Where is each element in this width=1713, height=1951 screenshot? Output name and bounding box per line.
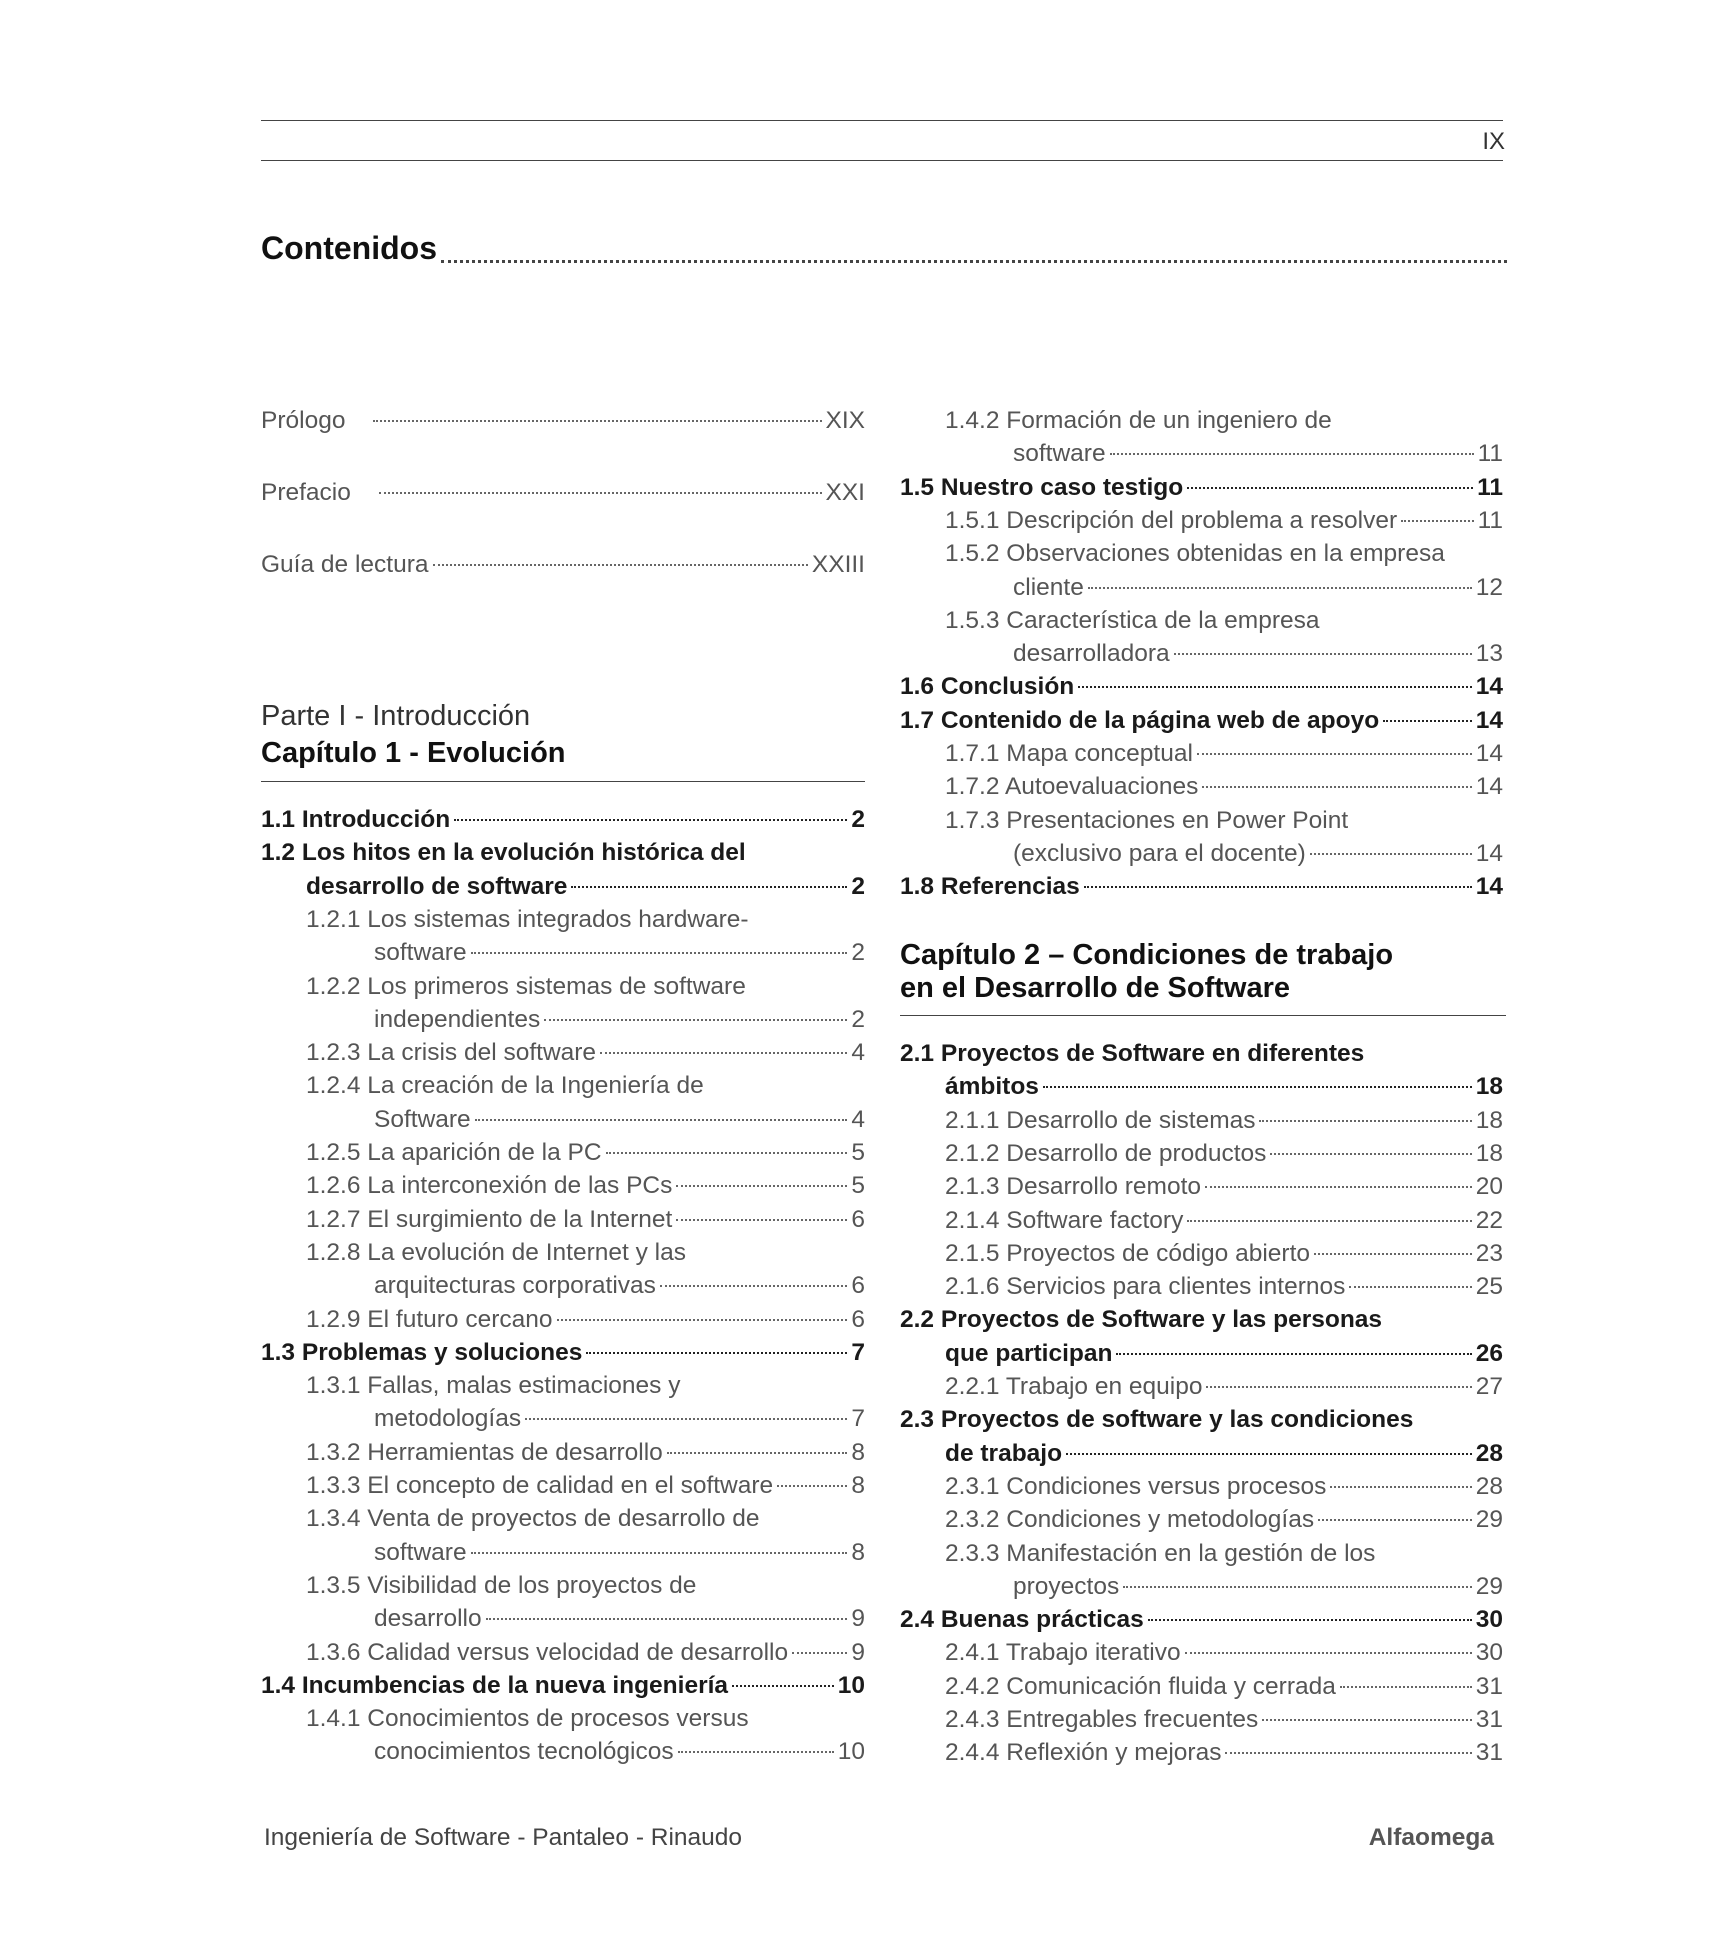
- chapter-1-entry[interactable]: [900, 837, 1503, 870]
- front-matter-entry[interactable]: [261, 404, 865, 437]
- entry-page-number: 8: [851, 1438, 865, 1466]
- chapter-1-entry[interactable]: [900, 670, 1503, 703]
- chapter-1-entry[interactable]: [261, 1669, 865, 1702]
- header-rule-bottom: [261, 160, 1503, 161]
- entry-text: 1.6 Conclusión: [900, 673, 1075, 701]
- entry-page-number: 14: [1475, 873, 1503, 901]
- chapter-1-entry[interactable]: [261, 1602, 865, 1635]
- entry-page-number: 9: [851, 1605, 865, 1633]
- entry-page-number: XXIII: [811, 551, 865, 578]
- chapter-1-entry[interactable]: [261, 1369, 865, 1402]
- dot-leader: [1310, 853, 1472, 855]
- chapter-1-entry[interactable]: [261, 1069, 865, 1102]
- chapter-1-entry[interactable]: [261, 1735, 865, 1768]
- entry-page-number: 31: [1475, 1706, 1503, 1733]
- chapter-1-entry[interactable]: [261, 1569, 865, 1602]
- entry-text: 1.3.1 Fallas, malas estimaciones y: [306, 1372, 681, 1400]
- chapter-2-title-line-2: en el Desarrollo de Software: [900, 972, 1291, 1004]
- chapter-1-entry[interactable]: [261, 1469, 865, 1502]
- entry-text: Prólogo: [261, 407, 346, 434]
- dot-leader: [792, 1652, 847, 1654]
- entry-text: metodologías: [374, 1405, 522, 1433]
- chapter-1-entry[interactable]: [900, 804, 1503, 837]
- header-rule-top: [261, 120, 1503, 121]
- entry-text: 1.2.3 La crisis del software: [306, 1039, 597, 1067]
- dot-leader: [1383, 720, 1472, 722]
- dot-leader: [1202, 786, 1471, 788]
- dot-leader: [1401, 520, 1473, 522]
- dot-leader: [1259, 1120, 1471, 1122]
- entry-text: 1.5.2 Observaciones obtenidas en la empresa: [945, 540, 1445, 568]
- entry-text: independientes: [374, 1005, 541, 1033]
- entry-text: desarrollo de software: [306, 872, 568, 900]
- entry-text: desarrolladora: [1013, 640, 1170, 668]
- entry-page-number: 11: [1477, 440, 1503, 468]
- dot-leader: [1066, 1453, 1472, 1455]
- entry-page-number: 31: [1475, 1672, 1503, 1700]
- footer-publisher: Alfaomega: [1368, 1824, 1494, 1851]
- chapter-1-entry[interactable]: [261, 1502, 865, 1535]
- entry-page-number: 20: [1475, 1173, 1503, 1201]
- dot-leader: [1205, 1186, 1472, 1188]
- entry-page-number: 9: [851, 1638, 865, 1666]
- chapter-1-entry[interactable]: [261, 1136, 865, 1169]
- chapter-2-entry[interactable]: [900, 1736, 1503, 1769]
- entry-text: 1.2.1 Los sistemas integrados hardware-: [306, 905, 749, 933]
- entry-page-number: 7: [851, 1405, 865, 1433]
- entry-text: 2.3.1 Condiciones versus procesos: [945, 1472, 1327, 1500]
- chapter-2-entry[interactable]: [900, 1037, 1503, 1070]
- entry-text: 1.2.2 Los primeros sistemas de software: [306, 972, 746, 1000]
- entry-text: 2.1.1 Desarrollo de sistemas: [945, 1106, 1256, 1134]
- entry-text: de trabajo: [945, 1439, 1063, 1467]
- entry-text: 2.1 Proyectos de Software en diferentes: [900, 1040, 1365, 1067]
- chapter-1-entry[interactable]: [900, 571, 1503, 604]
- chapter-2-entry[interactable]: [900, 1503, 1503, 1536]
- contents-title: Contenidos: [261, 230, 437, 266]
- entry-text: 1.3.6 Calidad versus velocidad de desarrollo: [306, 1638, 789, 1666]
- entry-text: 2.1.2 Desarrollo de productos: [945, 1139, 1267, 1167]
- entry-page-number: 6: [851, 1272, 865, 1300]
- entry-text: 2.3.3 Manifestación en la gestión de los: [945, 1539, 1376, 1567]
- dot-leader: [1078, 686, 1471, 688]
- chapter-2-entry[interactable]: [900, 1137, 1503, 1170]
- front-matter-entry[interactable]: [261, 548, 865, 581]
- dot-leader: [1084, 886, 1472, 888]
- dot-leader: [1197, 753, 1472, 755]
- chapter-1-entry[interactable]: [261, 936, 865, 969]
- dot-leader: [1330, 1486, 1471, 1488]
- entry-text: que participan: [945, 1339, 1113, 1367]
- entry-text: 1.2.7 El surgimiento de la Internet: [306, 1205, 673, 1233]
- entry-text: software: [1013, 440, 1106, 468]
- entry-page-number: XXI: [825, 479, 865, 506]
- entry-page-number: 11: [1477, 473, 1503, 501]
- dot-leader: [586, 1352, 847, 1354]
- entry-text: 2.3 Proyectos de software y las condiciones: [900, 1406, 1414, 1434]
- entry-page-number: 18: [1475, 1106, 1503, 1134]
- chapter-1-title: Capítulo 1 - Evolución: [261, 737, 566, 769]
- chapter-1-entry[interactable]: [900, 471, 1503, 504]
- chapter-2-entry[interactable]: [900, 1636, 1503, 1669]
- entry-text: 2.1.5 Proyectos de código abierto: [945, 1239, 1311, 1267]
- chapter-2-entry[interactable]: [900, 1270, 1503, 1303]
- chapter-1-entry[interactable]: [261, 1169, 865, 1202]
- chapter-1-entry[interactable]: [261, 1636, 865, 1669]
- entry-text: conocimientos tecnológicos: [374, 1738, 674, 1766]
- chapter-1-entry[interactable]: [261, 1203, 865, 1236]
- entry-page-number: 8: [851, 1472, 865, 1499]
- dot-leader: [433, 564, 808, 566]
- part-heading: Parte I - Introducción: [261, 700, 531, 732]
- chapter-1-entry[interactable]: [261, 1336, 865, 1369]
- entry-text: 1.2.9 El futuro cercano: [306, 1305, 553, 1333]
- entry-text: 1.4 Incumbencias de la nueva ingeniería: [261, 1671, 729, 1699]
- entry-page-number: 2: [851, 872, 865, 900]
- entry-text: 1.5 Nuestro caso testigo: [900, 473, 1184, 501]
- dot-leader: [1270, 1153, 1471, 1155]
- entry-text: 1.3.5 Visibilidad de los proyectos de: [306, 1571, 697, 1599]
- chapter-1-entry[interactable]: [900, 604, 1503, 637]
- entry-text: 1.7.2 Autoevaluaciones: [945, 773, 1199, 801]
- entry-page-number: 4: [851, 1039, 865, 1067]
- chapter-2-entry[interactable]: [900, 1470, 1503, 1503]
- entry-page-number: 30: [1475, 1639, 1503, 1667]
- chapter-1-entry[interactable]: [900, 637, 1503, 670]
- chapter-1-entry[interactable]: [261, 1236, 865, 1269]
- entry-page-number: XIX: [825, 407, 865, 434]
- entry-page-number: 8: [851, 1538, 865, 1566]
- entry-text: 2.4.3 Entregables frecuentes: [945, 1706, 1259, 1733]
- entry-text: 1.7.1 Mapa conceptual: [945, 740, 1193, 767]
- entry-page-number: 6: [851, 1305, 865, 1333]
- entry-text: software: [374, 1538, 467, 1566]
- entry-page-number: 7: [851, 1338, 865, 1366]
- entry-page-number: 31: [1475, 1739, 1503, 1767]
- chapter-2-entry[interactable]: [900, 1337, 1503, 1370]
- chapter-1-entry[interactable]: [900, 404, 1503, 437]
- dot-leader: [1123, 1586, 1472, 1588]
- chapter-1-entry[interactable]: [261, 1003, 865, 1036]
- entry-text: 1.5.1 Descripción del problema a resolver: [945, 506, 1398, 534]
- entry-page-number: 12: [1475, 573, 1503, 601]
- dot-leader: [678, 1751, 834, 1753]
- dot-leader: [1206, 1386, 1471, 1388]
- dot-leader: [777, 1485, 847, 1487]
- entry-page-number: 14: [1475, 673, 1503, 701]
- entry-page-number: 29: [1475, 1572, 1503, 1600]
- chapter-1-entry[interactable]: [900, 537, 1503, 570]
- entry-page-number: 14: [1475, 740, 1503, 767]
- chapter-1-entry[interactable]: [261, 836, 865, 869]
- entry-text: 1.3.4 Venta de proyectos de desarrollo de: [306, 1505, 760, 1533]
- entry-text: 1.7.3 Presentaciones en Power Point: [945, 806, 1349, 834]
- dot-leader: [1314, 1253, 1472, 1255]
- entry-text: 2.3.2 Condiciones y metodologías: [945, 1506, 1315, 1534]
- entry-text: ámbitos: [945, 1073, 1039, 1101]
- dot-leader: [1088, 587, 1472, 589]
- chapter-1-entry[interactable]: [261, 1536, 865, 1569]
- chapter-2-title-line-1: Capítulo 2 – Condiciones de trabajo: [900, 939, 1394, 971]
- entry-text: cliente: [1013, 573, 1084, 601]
- entry-text: 1.2.5 La aparición de la PC: [306, 1139, 602, 1166]
- chapter-2-entry[interactable]: [900, 1437, 1503, 1470]
- dot-leader: [475, 1119, 848, 1121]
- dot-leader: [676, 1219, 847, 1221]
- entry-page-number: 14: [1475, 773, 1503, 801]
- chapter-2-entry[interactable]: [900, 1403, 1503, 1436]
- dot-leader: [1349, 1286, 1471, 1288]
- chapter-2-entry[interactable]: [900, 1170, 1503, 1203]
- chapter-1-entry[interactable]: [900, 870, 1503, 903]
- chapter-1-rule: [261, 781, 865, 782]
- dot-leader: [1110, 453, 1474, 455]
- entry-text: Prefacio: [261, 479, 351, 506]
- dot-leader: [1340, 1686, 1472, 1688]
- dot-leader: [1116, 1353, 1471, 1355]
- chapter-1-entry[interactable]: [261, 1702, 865, 1735]
- entry-page-number: 27: [1475, 1373, 1503, 1400]
- dot-leader: [606, 1152, 848, 1154]
- entry-text: software: [374, 939, 467, 967]
- entry-text: 2.2 Proyectos de Software y las personas: [900, 1306, 1383, 1334]
- chapter-2-entry[interactable]: [900, 1303, 1503, 1336]
- chapter-2-entry[interactable]: [900, 1570, 1503, 1603]
- dot-leader: [373, 420, 821, 422]
- entry-page-number: 28: [1475, 1472, 1503, 1500]
- entry-text: 2.1.3 Desarrollo remoto: [945, 1173, 1202, 1201]
- chapter-2-entry[interactable]: [900, 1204, 1503, 1237]
- entry-page-number: 5: [851, 1139, 865, 1166]
- entry-page-number: 18: [1475, 1139, 1503, 1167]
- entry-text: 1.2.6 La interconexión de las PCs: [306, 1172, 673, 1200]
- chapter-1-entry[interactable]: [261, 1036, 865, 1069]
- chapter-1-entry[interactable]: [900, 770, 1503, 803]
- entry-page-number: 10: [837, 1671, 865, 1699]
- entry-page-number: 2: [851, 806, 865, 833]
- entry-text: 2.4.4 Reflexión y mejoras: [945, 1739, 1222, 1767]
- chapter-1-entry[interactable]: [261, 1436, 865, 1469]
- page-number: IX: [1482, 128, 1505, 155]
- entry-text: 1.3.2 Herramientas de desarrollo: [306, 1438, 663, 1466]
- entry-text: 1.5.3 Característica de la empresa: [945, 606, 1320, 634]
- contents-title-row: [261, 230, 1507, 267]
- entry-text: 1.8 Referencias: [900, 873, 1080, 901]
- chapter-1-entry[interactable]: [261, 1303, 865, 1336]
- entry-text: 1.2 Los hitos en la evolución histórica del: [261, 839, 746, 867]
- chapter-1-entry[interactable]: [261, 1103, 865, 1136]
- entry-text: desarrollo: [374, 1605, 482, 1633]
- entry-text: 1.3 Problemas y soluciones: [261, 1338, 583, 1366]
- dot-leader: [1225, 1752, 1471, 1754]
- chapter-2-entry[interactable]: [900, 1070, 1503, 1103]
- chapter-1-entry[interactable]: [261, 970, 865, 1003]
- dot-leader: [1174, 653, 1472, 655]
- dot-leader: [600, 1052, 847, 1054]
- dot-leader: [676, 1185, 847, 1187]
- entry-page-number: 25: [1475, 1273, 1503, 1301]
- entry-text: 2.2.1 Trabajo en equipo: [945, 1373, 1203, 1400]
- entry-page-number: 23: [1475, 1239, 1503, 1267]
- entry-text: 1.7 Contenido de la página web de apoyo: [900, 706, 1380, 734]
- entry-page-number: 11: [1477, 506, 1503, 534]
- chapter-1-entry[interactable]: [261, 803, 865, 836]
- entry-page-number: 10: [837, 1738, 865, 1766]
- entry-page-number: 22: [1475, 1206, 1503, 1234]
- entry-text: 2.4 Buenas prácticas: [900, 1606, 1144, 1634]
- dot-leader: [1187, 1220, 1471, 1222]
- chapter-1-entry[interactable]: [900, 704, 1503, 737]
- entry-text: (exclusivo para el docente): [1013, 839, 1306, 867]
- chapter-2-entry[interactable]: [900, 1703, 1503, 1736]
- dot-leader: [1262, 1719, 1471, 1721]
- dot-leader: [454, 819, 847, 821]
- entry-page-number: 30: [1475, 1606, 1503, 1634]
- dot-leader: [1148, 1619, 1472, 1621]
- chapter-2-entry[interactable]: [900, 1537, 1503, 1570]
- entry-page-number: 14: [1475, 706, 1503, 734]
- dot-leader: [571, 886, 847, 888]
- front-matter-entry[interactable]: [261, 476, 865, 509]
- dot-leader: [486, 1618, 848, 1620]
- chapter-1-entry[interactable]: [261, 903, 865, 936]
- dot-leader: [660, 1285, 847, 1287]
- chapter-2-rule: [900, 1015, 1506, 1016]
- entry-page-number: 5: [851, 1172, 865, 1200]
- dot-leader: [1318, 1519, 1472, 1521]
- title-dot-leader: [441, 260, 1507, 263]
- entry-text: 1.3.3 El concepto de calidad en el software: [306, 1472, 774, 1499]
- dot-leader: [471, 952, 848, 954]
- entry-page-number: 2: [851, 1005, 865, 1033]
- chapter-1-entry[interactable]: [900, 737, 1503, 770]
- chapter-2-entry[interactable]: [900, 1603, 1503, 1636]
- dot-leader: [1043, 1086, 1472, 1088]
- entry-page-number: 13: [1475, 640, 1503, 668]
- chapter-1-entry[interactable]: [261, 870, 865, 903]
- entry-page-number: 6: [851, 1205, 865, 1233]
- entry-page-number: 14: [1475, 839, 1503, 867]
- entry-page-number: 4: [851, 1105, 865, 1133]
- chapter-2-entry[interactable]: [900, 1104, 1503, 1137]
- entry-page-number: 28: [1475, 1439, 1503, 1467]
- dot-leader: [379, 492, 822, 494]
- chapter-1-entry[interactable]: [261, 1402, 865, 1435]
- dot-leader: [1185, 1652, 1472, 1654]
- dot-leader: [525, 1418, 847, 1420]
- dot-leader: [667, 1452, 848, 1454]
- chapter-2-entry[interactable]: [900, 1670, 1503, 1703]
- dot-leader: [557, 1319, 848, 1321]
- entry-text: 1.1 Introducción: [261, 806, 451, 833]
- dot-leader: [732, 1685, 834, 1687]
- chapter-1-entry[interactable]: [900, 504, 1503, 537]
- chapter-1-entry[interactable]: [261, 1269, 865, 1302]
- entry-text: 2.1.6 Servicios para clientes internos: [945, 1273, 1346, 1301]
- entry-page-number: 2: [851, 939, 865, 967]
- entry-text: Guía de lectura: [261, 551, 429, 578]
- entry-page-number: 18: [1475, 1073, 1503, 1101]
- entry-text: 1.4.1 Conocimientos de procesos versus: [306, 1705, 749, 1733]
- entry-text: 2.4.2 Comunicación fluida y cerrada: [945, 1672, 1336, 1700]
- entry-page-number: 29: [1475, 1506, 1503, 1534]
- footer-book-title: Ingeniería de Software - Pantaleo - Rinaudo: [264, 1824, 743, 1851]
- entry-text: 1.2.8 La evolución de Internet y las: [306, 1238, 687, 1266]
- entry-text: 2.4.1 Trabajo iterativo: [945, 1639, 1181, 1667]
- entry-text: arquitecturas corporativas: [374, 1272, 656, 1300]
- entry-text: Software: [374, 1105, 471, 1133]
- chapter-2-entry[interactable]: [900, 1370, 1503, 1403]
- entry-text: 1.4.2 Formación de un ingeniero de: [945, 407, 1332, 434]
- entry-text: 2.1.4 Software factory: [945, 1206, 1184, 1234]
- entry-text: 1.2.4 La creación de la Ingeniería de: [306, 1072, 704, 1100]
- dot-leader: [1187, 487, 1473, 489]
- dot-leader: [544, 1019, 847, 1021]
- entry-text: proyectos: [1013, 1572, 1120, 1600]
- chapter-2-entry[interactable]: [900, 1237, 1503, 1270]
- chapter-1-entry[interactable]: [900, 437, 1503, 470]
- dot-leader: [471, 1552, 848, 1554]
- entry-page-number: 26: [1475, 1339, 1503, 1367]
